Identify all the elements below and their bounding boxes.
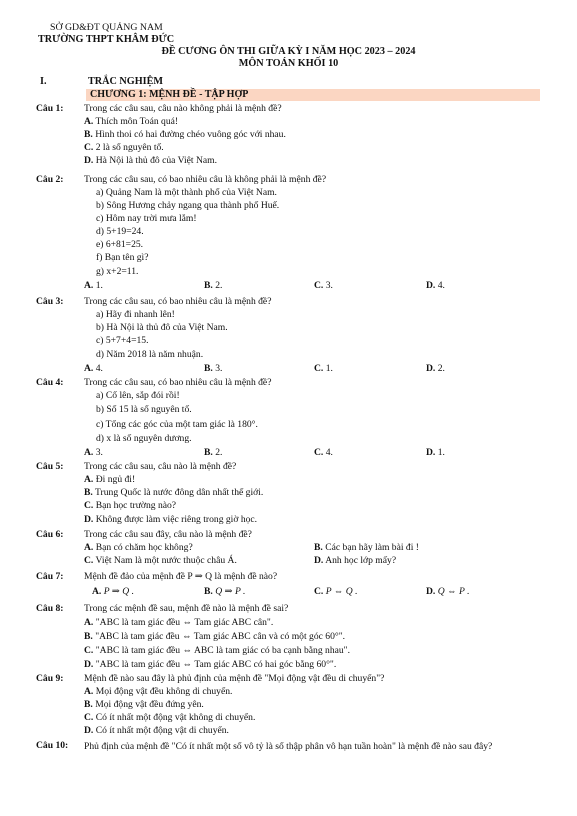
option-d: D. "ABC là tam giác đều ⇔ Tam giác ABC có hai góc bằng 60°". <box>84 659 337 670</box>
question-label: Câu 6: <box>36 529 64 540</box>
statement-item: d) Năm 2018 là năm nhuận. <box>96 349 204 360</box>
section-roman: I. <box>40 76 47 87</box>
option-b: B. Các bạn hãy làm bài đi ! <box>314 542 419 553</box>
statement-item: e) 6+81=25. <box>96 239 144 250</box>
statement-item: c) Tổng các góc của một tam giác là 180°. <box>96 419 258 430</box>
option-b: B. 3. <box>204 363 223 374</box>
option-d: D. Không được làm việc riêng trong giờ học. <box>84 514 258 525</box>
option-d: D. Có ít nhất một động vật di chuyển. <box>84 725 229 736</box>
question-text: Trong các câu sau, có bao nhiêu câu là mệnh đề? <box>84 377 272 388</box>
option-c: C. Việt Nam là một nước thuộc châu Á. <box>84 555 237 566</box>
statement-item: a) Cố lên, sắp đói rồi! <box>96 390 180 401</box>
question-text: Trong các câu sau, câu nào không phải là mệnh đề? <box>84 103 282 114</box>
question-text: Trong các câu sau, có bao nhiêu câu là mệnh đề? <box>84 296 272 307</box>
option-c: C. Có ít nhất một động vật không di chuyển. <box>84 712 256 723</box>
option-a: A. "ABC là tam giác đều ⇔ Tam giác ABC cân". <box>84 617 274 628</box>
section-heading <box>40 76 163 87</box>
option-a: A. Bạn có chăm học không? <box>84 542 193 553</box>
option-d: D. Anh học lớp mấy? <box>314 555 397 566</box>
option-a: A. 4. <box>84 363 103 374</box>
option-a: A. 3. <box>84 447 103 458</box>
question-text: Trong các câu sau đây, câu nào là mệnh đề? <box>84 529 252 540</box>
option-c: C. "ABC là tam giác đều ⇔ ABC là tam giác có ba cạnh bằng nhau". <box>84 645 350 656</box>
question-label: Câu 10: <box>36 740 69 751</box>
question-text: Trong các mệnh đề sau, mệnh đề nào là mệnh đề sai? <box>84 603 289 614</box>
option-a: A. 1. <box>84 280 103 291</box>
question-label: Câu 3: <box>36 296 64 307</box>
option-b: B. Q ⇒ P . <box>204 586 246 597</box>
option-b: B. Trung Quốc là nước đông dân nhất thế giới. <box>84 487 264 498</box>
option-c: C. Bạn học trường nào? <box>84 500 177 511</box>
statement-item: d) x là số nguyên dương. <box>96 433 192 444</box>
statement-item: b) Hà Nội là thủ đô của Việt Nam. <box>96 322 228 333</box>
question-text: Mệnh đề nào sau đây là phủ định của mệnh đề "Mọi động vật đều di chuyển"? <box>84 673 385 684</box>
option-c: C. 1. <box>314 363 333 374</box>
statement-item: c) 5+7+4=15. <box>96 335 149 346</box>
statement-item: f) Bạn tên gì? <box>96 252 149 263</box>
option-a: A. Đi ngủ đi! <box>84 474 136 485</box>
option-b: B. "ABC là tam giác đều ⇔ Tam giác ABC cân và có một góc 60°". <box>84 631 346 642</box>
option-d: D. 2. <box>426 363 445 374</box>
option-c: C. 4. <box>314 447 333 458</box>
department-name: SỞ GD&ĐT QUẢNG NAM <box>50 22 163 33</box>
question-label: Câu 5: <box>36 461 64 472</box>
question-label: Câu 4: <box>36 377 64 388</box>
option-c: C. P ⇔ Q . <box>314 586 358 597</box>
question-label: Câu 2: <box>36 174 64 185</box>
option-d: D. Q ⇔ P . <box>426 586 470 597</box>
question-text: Mệnh đề đảo của mệnh đề P ⇒ Q là mệnh đề nào? <box>84 571 278 582</box>
question-label: Câu 9: <box>36 673 64 684</box>
option-d: D. 4. <box>426 280 445 291</box>
option-c: C. 2 là số nguyên tố. <box>84 142 164 153</box>
statement-item: a) Quảng Nam là một thành phố của Việt Nam. <box>96 187 277 198</box>
statement-item: d) 5+19=24. <box>96 226 144 237</box>
statement-item: a) Hãy đi nhanh lên! <box>96 309 175 320</box>
question-label: Câu 8: <box>36 603 64 614</box>
option-a: A. Mọi động vật đều không di chuyển. <box>84 686 233 697</box>
subject-title: MÔN TOÁN KHỐI 10 <box>238 58 339 69</box>
option-a: A. Thích môn Toán quá! <box>84 116 179 127</box>
option-b: B. Hình thoi có hai đường chéo vuông góc với nhau. <box>84 129 286 140</box>
option-b: B. 2. <box>204 447 223 458</box>
statement-item: c) Hôm nay trời mưa lắm! <box>96 213 197 224</box>
statement-item: b) Sông Hương chảy ngang qua thành phố Huế. <box>96 200 280 211</box>
question-text: Trong các câu sau, có bao nhiêu câu là không phải là mệnh đề? <box>84 174 327 185</box>
option-a: A. P ⇒ Q . <box>92 586 134 597</box>
statement-item: b) Số 15 là số nguyên tố. <box>96 404 192 415</box>
question-text: Trong các câu sau, câu nào là mệnh đề? <box>84 461 237 472</box>
question-label: Câu 1: <box>36 103 64 114</box>
section-name: TRẮC NGHIỆM <box>88 76 163 87</box>
option-d: D. Hà Nội là thủ đô của Việt Nam. <box>84 155 217 166</box>
statement-item: g) x+2=11. <box>96 266 139 277</box>
question-text: Phủ định của mệnh đề "Có ít nhất một số vô tỷ là số thập phân vô hạn tuần hoàn" là mệnh đề nào sau đây? <box>84 741 493 752</box>
school-name: TRƯỜNG THPT KHÂM ĐỨC <box>38 34 175 45</box>
option-b: B. Mọi động vật đều đứng yên. <box>84 699 204 710</box>
option-d: D. 1. <box>426 447 445 458</box>
question-label: Câu 7: <box>36 571 64 582</box>
document-title: ĐỀ CƯƠNG ÔN THI GIỮA KỲ I NĂM HỌC 2023 – 2024 <box>161 46 416 57</box>
option-b: B. 2. <box>204 280 223 291</box>
option-c: C. 3. <box>314 280 333 291</box>
chapter-heading: CHƯƠNG 1: MỆNH ĐỀ - TẬP HỢP <box>86 89 540 101</box>
